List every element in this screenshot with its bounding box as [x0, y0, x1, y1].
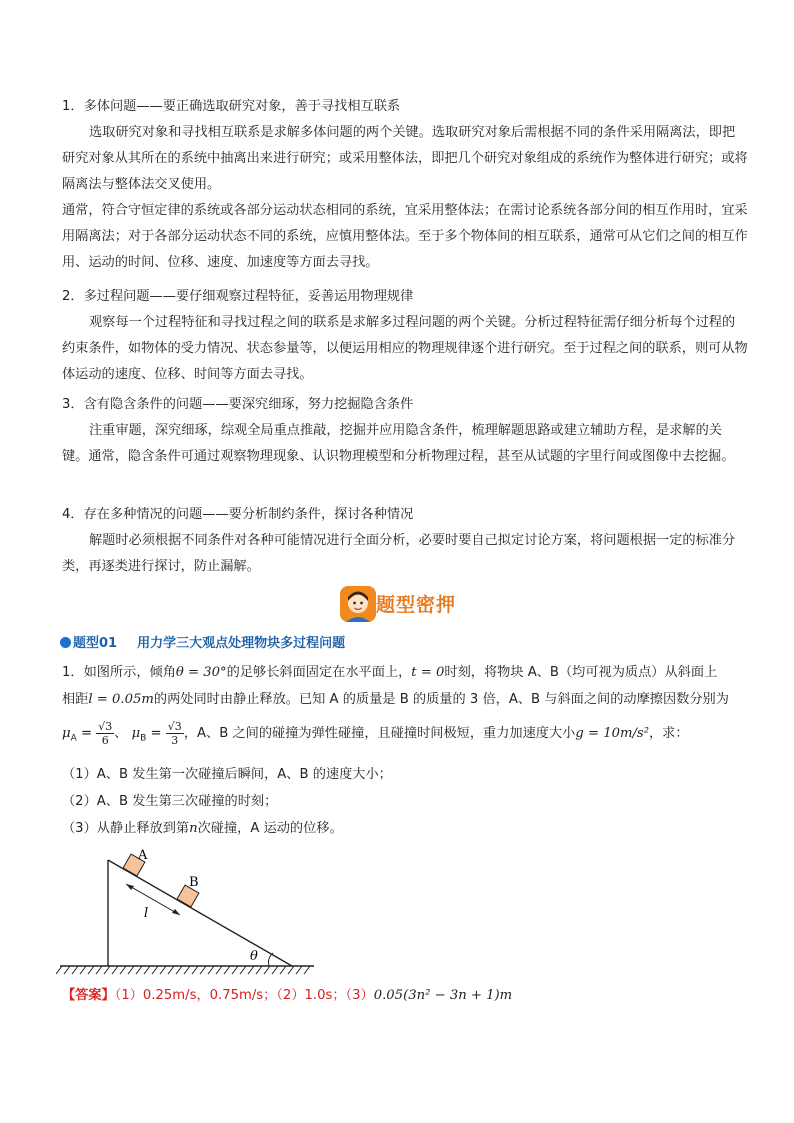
n-symbol: n	[189, 821, 198, 836]
hatch-mark	[120, 966, 126, 974]
heading-multibody: 1．多体问题——要正确选取研究对象，善于寻找相互联系	[62, 99, 401, 114]
hatch-mark	[208, 966, 214, 974]
hatch-mark	[184, 966, 190, 974]
paragraph-hidden-conditions: 注重审题，深究细琢，综观全局重点推敲，挖掘并应用隐含条件，梳理解题思路或建立辅助方程，是求解的关键。通常，隐含条件可通过观察物理现象、认识物理模型和分析物理过程，甚至从试题的字里行间或图像中去挖掘。	[62, 423, 735, 464]
problem-text: 的足够长斜面固定在水平面上，	[226, 665, 412, 680]
g-equation: g = 10m/s²	[575, 726, 649, 741]
answer-values: （1）0.25m/s，0.75m/s；（2）1.0s；（3）	[114, 988, 374, 1003]
paragraph-multibody-1: 选取研究对象和寻找相互联系是求解多体问题的两个关键。选取研究对象后需根据不同的条件采用隔离法，即把研究对象从其所在的系统中抽离出来进行研究；或采用整体法，即把几个研究对象组成的系统作为整体进行研究；或将隔离法与整体法交叉使用。	[62, 125, 748, 192]
hatch-mark	[280, 966, 286, 974]
hatch-mark	[160, 966, 166, 974]
hatch-mark	[144, 966, 150, 974]
answer-line	[62, 984, 512, 1008]
heading-hidden-conditions: 3．含有隐含条件的问题——要深究细琢，努力挖掘隐含条件	[62, 397, 414, 412]
distance-l-label: l	[144, 906, 149, 921]
problem-text: 的两处同时由静止释放。已知 A 的质量是 B 的质量的 3 倍，A、B 与斜面之间的动摩擦因数分别为	[153, 692, 729, 707]
hatch-mark	[168, 966, 174, 974]
problem-text: 时刻，将物块 A、B（均可视为质点）从斜面上	[444, 665, 718, 680]
problem-text: ，A、B 之间的碰撞为弹性碰撞，且碰撞时间极短，重力加速度大小	[183, 726, 576, 741]
hatch-mark	[112, 966, 118, 974]
ground-hatching	[56, 966, 314, 974]
hatch-mark	[104, 966, 110, 974]
hatch-mark	[128, 966, 134, 974]
mu-b-symbol: μ	[131, 726, 141, 741]
mu-a-symbol: μ	[62, 726, 71, 741]
heading-multiprocess: 2．多过程问题——要仔细观察过程特征，妥善运用物理规律	[62, 289, 414, 304]
incline-diagram	[56, 842, 326, 978]
mu-a-fraction	[96, 720, 114, 747]
problem-text: 1．如图所示，倾角	[62, 665, 176, 680]
mu-b-subscript: B	[140, 733, 147, 744]
mu-a-denominator: 6	[101, 733, 109, 747]
hatch-mark	[56, 966, 62, 974]
t-equation: t = 0	[411, 665, 445, 680]
mu-b-numerator: √3	[167, 719, 182, 733]
banner-title: 题型密押	[376, 594, 457, 616]
hatch-mark	[200, 966, 206, 974]
answer-tag: 【答案】	[62, 988, 115, 1003]
hatch-mark	[232, 966, 238, 974]
hatch-mark	[216, 966, 222, 974]
problem-line-2	[62, 687, 748, 713]
sub-question-2: （2）A、B 发生第三次碰撞的时刻；	[62, 794, 278, 809]
hatch-mark	[288, 966, 294, 974]
mu-a-numerator: √3	[98, 719, 113, 733]
location-pin-icon	[60, 637, 71, 648]
hatch-mark	[224, 966, 230, 974]
theta-equation: θ = 30°	[175, 665, 227, 680]
hatch-mark	[192, 966, 198, 974]
mu-b-fraction	[166, 720, 184, 747]
block-a-label: A	[138, 848, 148, 863]
hatch-mark	[256, 966, 262, 974]
hatch-mark	[88, 966, 94, 974]
teacher-avatar-icon	[340, 586, 376, 622]
problem-text: 次碰撞，A 运动的位移。	[197, 821, 343, 836]
hatch-mark	[248, 966, 254, 974]
theta-label: θ	[250, 949, 258, 964]
paragraph-multiprocess: 观察每一个过程特征和寻找过程之间的联系是求解多过程问题的两个关键。分析过程特征需仔细分析每个过程的约束条件，如物体的受力情况、状态参量等，以便运用相应的物理规律逐个进行研究。至于过程之间的联系，则可从物体运动的速度、位移、时间等方面去寻找。	[62, 315, 748, 382]
hatch-mark	[72, 966, 78, 974]
sub-question-3	[62, 816, 748, 842]
question-type-label: 题型01	[73, 636, 118, 651]
sub-question-1: （1）A、B 发生第一次碰撞后瞬间，A、B 的速度大小；	[62, 767, 392, 782]
hatch-mark	[64, 966, 70, 974]
question-type-banner	[340, 586, 460, 624]
problem-text: 相距	[62, 692, 89, 707]
paragraph-multibody-2: 通常，符合守恒定律的系统或各部分运动状态相同的系统，宜采用整体法；在需讨论系统各部分间的相互作用时，宜采用隔离法；对于各部分运动状态不同的系统，应慎用整体法。至于多个物体间的相互联系，通常可从它们之间的相互作用、运动的时间、位移、速度、加速度等方面去寻找。	[62, 203, 748, 270]
paragraph-multiple-cases: 解题时必须根据不同条件对各种可能情况进行全面分析，必要时要自己拟定讨论方案，将问题根据一定的标准分类，再逐类进行探讨，防止漏解。	[62, 533, 736, 574]
hatch-mark	[96, 966, 102, 974]
question-type-header	[60, 632, 345, 654]
hatch-mark	[272, 966, 278, 974]
block-b-label: B	[189, 875, 199, 890]
hatch-mark	[264, 966, 270, 974]
question-type-title: 用力学三大观点处理物块多过程问题	[137, 636, 346, 651]
incline-surface	[108, 860, 292, 966]
mu-b-denominator: 3	[171, 733, 179, 747]
mu-a-subscript: A	[70, 733, 77, 744]
answer-expression: 0.05(3n² − 3n + 1)m	[373, 988, 513, 1003]
distance-arrow	[126, 884, 180, 915]
l-equation: l = 0.05m	[88, 692, 154, 707]
hatch-mark	[136, 966, 142, 974]
hatch-mark	[304, 966, 310, 974]
problem-text: ，求：	[649, 726, 689, 741]
problem-line-1	[62, 660, 748, 686]
hatch-mark	[80, 966, 86, 974]
problem-line-3: $\mu_A$ = $\frac{√3}{6}$ 、 $\mu_B$ = $\frac{√3}{3}$ ，A、B 之间的碰撞为弹性碰撞，且碰撞时间极短，重力加速度大小g = 10m/s²，求：	[62, 719, 689, 747]
hatch-mark	[176, 966, 182, 974]
hatch-mark	[240, 966, 246, 974]
hatch-mark	[152, 966, 158, 974]
heading-multiple-cases: 4．存在多种情况的问题——要分析制约条件，探讨各种情况	[62, 507, 414, 522]
hatch-mark	[296, 966, 302, 974]
problem-text: （3）从静止释放到第	[62, 821, 190, 836]
